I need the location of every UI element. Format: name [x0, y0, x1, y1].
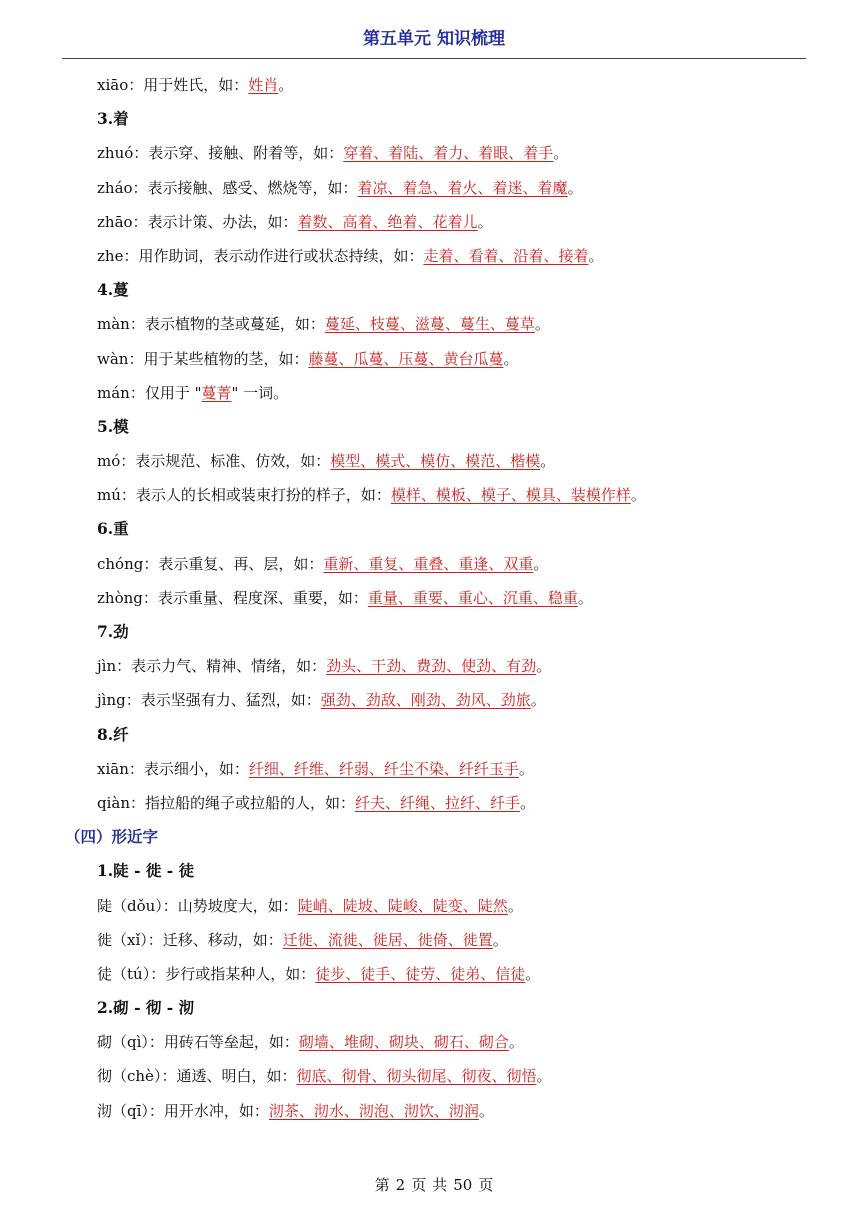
pronunciation-entry	[0, 171, 868, 205]
entry-tail: 。	[533, 554, 549, 573]
pronunciation-entry	[0, 68, 868, 102]
entry-examples: 纤夫、纤绳、拉纤、纤手	[355, 793, 521, 812]
entry-definition: zháo：表示接触、感受、燃烧等，如：	[97, 178, 358, 197]
entry-tail: 。	[540, 452, 556, 471]
footer-word: 共	[432, 1176, 448, 1194]
pronunciation-entry	[0, 581, 868, 615]
entry-examples: 蔓延、枝蔓、滋蔓、蔓生、蔓草	[324, 315, 535, 334]
pronunciation-entry	[0, 786, 868, 820]
entry-tail: 。	[530, 691, 546, 710]
entry-definition: 砌（qì）：用砖石等垒起，如：	[97, 1033, 299, 1052]
character-heading: 5.模	[97, 416, 129, 436]
entry-tail: 。	[588, 246, 604, 265]
page-footer	[0, 1174, 868, 1195]
pronunciation-entry	[0, 752, 868, 786]
header-divider	[62, 58, 806, 59]
entry-tail: 。	[503, 349, 519, 368]
entry-tail: 。	[630, 486, 646, 505]
footer-word: 页	[411, 1176, 427, 1194]
entry-examples: 走着、看着、沿着、接着	[423, 246, 589, 265]
pronunciation-entry	[0, 307, 868, 341]
entry-examples: 蔓菁	[201, 383, 232, 402]
entry-examples: 劲头、干劲、费劲、使劲、有劲	[326, 657, 537, 676]
footer-total-pages: 50	[453, 1176, 473, 1194]
entry-examples: 藤蔓、瓜蔓、压蔓、黄台瓜蔓	[308, 349, 504, 368]
entry-examples: 纤细、纤维、纤弱、纤尘不染、纤纤玉手	[248, 759, 519, 778]
entry-tail: 。	[525, 964, 541, 983]
pronunciation-entry	[0, 444, 868, 478]
entry-examples: 沏茶、沏水、沏泡、沏饮、沏润	[268, 1101, 479, 1120]
pronunciation-entry	[0, 649, 868, 683]
entry-tail: 。	[536, 657, 552, 676]
entry-tail: 。	[518, 759, 534, 778]
entry-examples: 砌墙、堆砌、砌块、砌石、砌合	[298, 1033, 509, 1052]
entry-examples: 重量、重要、重心、沉重、稳重	[367, 588, 578, 607]
entry-tail: 。	[520, 793, 536, 812]
pronunciation-entry	[0, 1059, 868, 1093]
entry-definition: xiāo：用于姓氏，如：	[97, 76, 249, 94]
entry-definition: 陡（dǒu）：山势坡度大，如：	[97, 896, 298, 915]
entry-definition: 彻（chè）：通透、明白，如：	[97, 1067, 297, 1086]
pronunciation-entry	[0, 342, 868, 376]
footer-page-number: 2	[395, 1176, 406, 1194]
entry-examples: 模样、模板、模子、模具、装模作样	[390, 486, 631, 505]
character-heading: 4.蔓	[97, 280, 129, 300]
character-heading: 6.重	[97, 519, 129, 539]
section-heading: （四）形近字	[65, 828, 159, 847]
pronunciation-entry	[0, 478, 868, 512]
entry-tail: 。	[478, 1101, 494, 1120]
entry-tail: 。	[553, 144, 569, 163]
pronunciation-entry	[0, 923, 868, 957]
entry-examples: 穿着、着陆、着力、着眼、着手	[343, 144, 554, 163]
character-heading: 2.砌 - 彻 - 沏	[97, 998, 195, 1018]
pronunciation-entry	[0, 889, 868, 923]
pronunciation-entry	[0, 683, 868, 717]
entry-definition: zhòng：表示重量、程度深、重要，如：	[97, 588, 368, 607]
entry-definition: 徒（tú）：步行或指某种人，如：	[97, 964, 316, 983]
page-header-title: 第五单元 知识梳理	[363, 29, 505, 49]
entry-tail: 。	[567, 178, 583, 197]
pronunciation-entry	[0, 376, 868, 410]
entry-definition: 沏（qī）：用开水冲，如：	[97, 1101, 269, 1120]
entry-definition: mú：表示人的长相或装束打扮的样子，如：	[97, 486, 391, 505]
pronunciation-entry	[0, 136, 868, 170]
character-heading: 3.着	[97, 109, 129, 129]
footer-word: 页	[478, 1176, 494, 1194]
entry-tail: 。	[536, 1067, 552, 1086]
entry-definition: qiàn：指拉船的绳子或拉船的人，如：	[97, 793, 356, 812]
character-heading: 7.劲	[97, 622, 129, 641]
entry-definition: màn：表示植物的茎或蔓延，如：	[97, 315, 325, 334]
entry-tail: 。	[278, 76, 294, 94]
pronunciation-entry	[0, 1025, 868, 1059]
entry-definition: jìn：表示力气、精神、情绪，如：	[97, 657, 327, 676]
entry-definition: chóng：表示重复、再、层，如：	[97, 554, 324, 573]
footer-word: 第	[374, 1176, 390, 1194]
pronunciation-entry	[0, 239, 868, 273]
entry-tail: 。	[534, 315, 550, 334]
entry-definition: mán：仅用于 "	[97, 383, 202, 402]
entry-tail: 。	[477, 212, 493, 231]
entry-definition: wàn：用于某些植物的茎，如：	[97, 349, 309, 368]
character-heading: 1.陡 - 徙 - 徒	[97, 861, 195, 881]
entry-tail: " 一词。	[231, 383, 289, 402]
entry-examples: 着凉、着急、着火、着迷、着魔	[357, 178, 568, 197]
pronunciation-entry	[0, 1094, 868, 1128]
pronunciation-entry	[0, 205, 868, 239]
character-heading: 8.纤	[97, 724, 129, 744]
entry-tail: 。	[507, 896, 523, 915]
entry-definition: xiān：表示细小，如：	[97, 759, 249, 778]
entry-examples: 徒步、徒手、徒劳、徒弟、信徒	[315, 964, 526, 983]
pronunciation-entry	[0, 547, 868, 581]
entry-definition: zhe：用作助词，表示动作进行或状态持续，如：	[97, 246, 424, 265]
entry-examples: 强劲、劲敌、刚劲、劲风、劲旅	[320, 691, 531, 710]
entry-examples: 姓肖	[248, 76, 279, 94]
entry-examples: 重新、重复、重叠、重逢、双重	[323, 554, 534, 573]
entry-tail: 。	[492, 930, 508, 949]
entry-examples: 彻底、彻骨、彻头彻尾、彻夜、彻悟	[296, 1067, 537, 1086]
document-body	[0, 68, 868, 1128]
entry-tail: 。	[577, 588, 593, 607]
entry-tail: 。	[508, 1033, 524, 1052]
entry-definition: zhāo：表示计策、办法，如：	[97, 212, 298, 231]
entry-definition: mó：表示规范、标准、仿效，如：	[97, 452, 331, 471]
entry-examples: 着数、高着、绝着、花着儿	[297, 212, 478, 231]
entry-examples: 模型、模式、模仿、模范、楷模	[330, 452, 541, 471]
pronunciation-entry	[0, 957, 868, 991]
entry-definition: zhuó：表示穿、接触、附着等，如：	[97, 144, 344, 163]
entry-definition: jìng：表示坚强有力、猛烈，如：	[97, 691, 321, 710]
entry-definition: 徙（xǐ）：迁移、移动，如：	[97, 930, 283, 949]
entry-examples: 陡峭、陡坡、陡峻、陡变、陡然	[297, 896, 508, 915]
entry-examples: 迁徙、流徙、徙居、徙倚、徙置	[282, 930, 493, 949]
